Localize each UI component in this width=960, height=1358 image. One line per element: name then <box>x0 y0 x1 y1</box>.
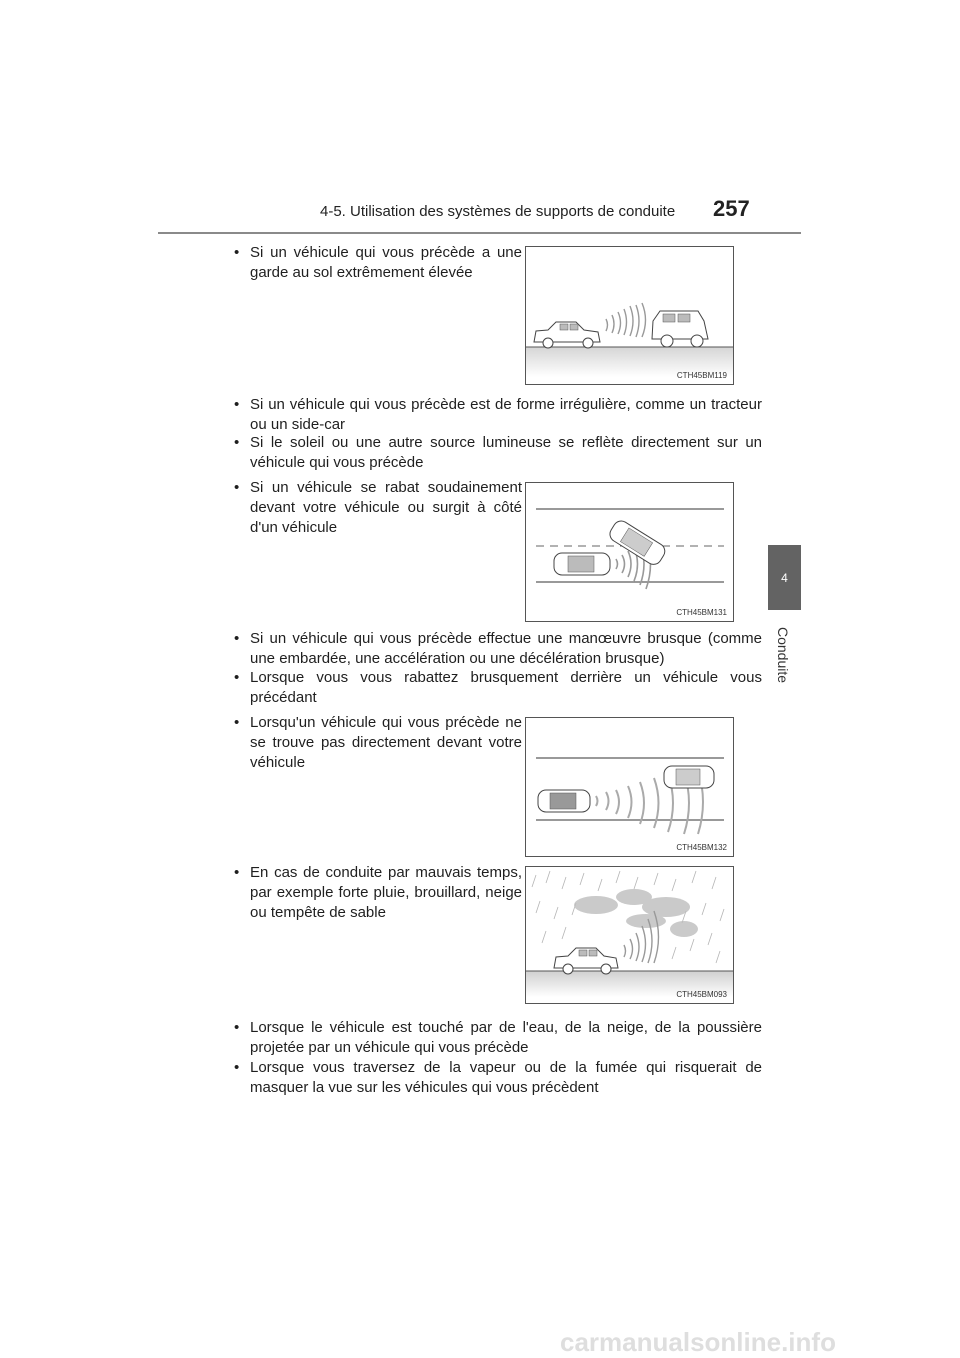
offset-car-icon <box>664 766 714 788</box>
bullet-bad-weather: • En cas de conduite par mauvais temps, par exemple forte pluie, brouillard, neige ou tempête de sable <box>234 863 522 923</box>
illustration-high-clearance <box>526 247 733 384</box>
chapter-number: 4 <box>781 570 788 585</box>
bullet-sudden-follow: • Lorsque vous vous rabattez brusquement derrière un véhicule vous précédant <box>234 668 762 708</box>
section-header-title: 4-5. Utilisation des systèmes de supports de conduite <box>320 203 676 220</box>
figure-bad-weather <box>525 866 734 1004</box>
car-icon <box>554 553 610 575</box>
cloud-icon <box>574 889 698 937</box>
header-rule <box>158 232 801 234</box>
figure-code: CTH45BM132 <box>676 843 727 852</box>
figure-code: CTH45BM131 <box>676 608 727 617</box>
bullet-cut-in: • Si un véhicule se rabat soudainement devant votre véhicule ou surgit à côté d'un véhicule <box>234 478 522 538</box>
bullet-steam-smoke: • Lorsque vous traversez de la vapeur ou de la fumée qui risquerait de masquer la vue sur les véhicules qui vous précèdent <box>234 1058 762 1098</box>
figure-code: CTH45BM119 <box>676 371 727 380</box>
figure-cut-in <box>525 482 734 622</box>
car-icon <box>534 322 600 348</box>
illustration-offset-vehicle <box>526 718 733 856</box>
chapter-tab[interactable] <box>768 545 801 610</box>
illustration-cut-in <box>526 483 733 621</box>
radar-wave-icon <box>606 303 646 337</box>
car-icon <box>554 948 618 974</box>
page-number: 257 <box>713 196 750 221</box>
chapter-label: Conduite <box>775 626 791 684</box>
bullet-abrupt-maneuver: • Si un véhicule qui vous précède effectue une manœuvre brusque (comme une embardée, une accélération ou une décélération brusque) <box>234 629 762 669</box>
bullet-sun-reflection: • Si le soleil ou une autre source lumineuse se reflète directement sur un véhicule qui vous précède <box>234 433 762 473</box>
figure-code: CTH45BM093 <box>676 990 727 999</box>
car-icon <box>538 790 590 812</box>
figure-not-ahead <box>525 717 734 857</box>
figure-ground-clearance <box>525 246 734 385</box>
bullet-splashed: • Lorsque le véhicule est touché par de l'eau, de la neige, de la poussière projetée par un véhicule qui vous précède <box>234 1018 762 1058</box>
watermark: carmanualsonline.info <box>560 1327 836 1357</box>
rain-icon <box>532 871 724 963</box>
bullet-not-directly-ahead: • Lorsqu'un véhicule qui vous précède ne se trouve pas directement devant votre véhicule <box>234 713 522 773</box>
illustration-bad-weather <box>526 867 733 1003</box>
suv-icon <box>652 311 708 347</box>
bullet-ground-clearance: • Si un véhicule qui vous précède a une garde au sol extrêmement élevée <box>234 243 522 283</box>
bullet-irregular-shape: • Si un véhicule qui vous précède est de forme irrégulière, comme un tracteur ou un side-car <box>234 395 762 435</box>
